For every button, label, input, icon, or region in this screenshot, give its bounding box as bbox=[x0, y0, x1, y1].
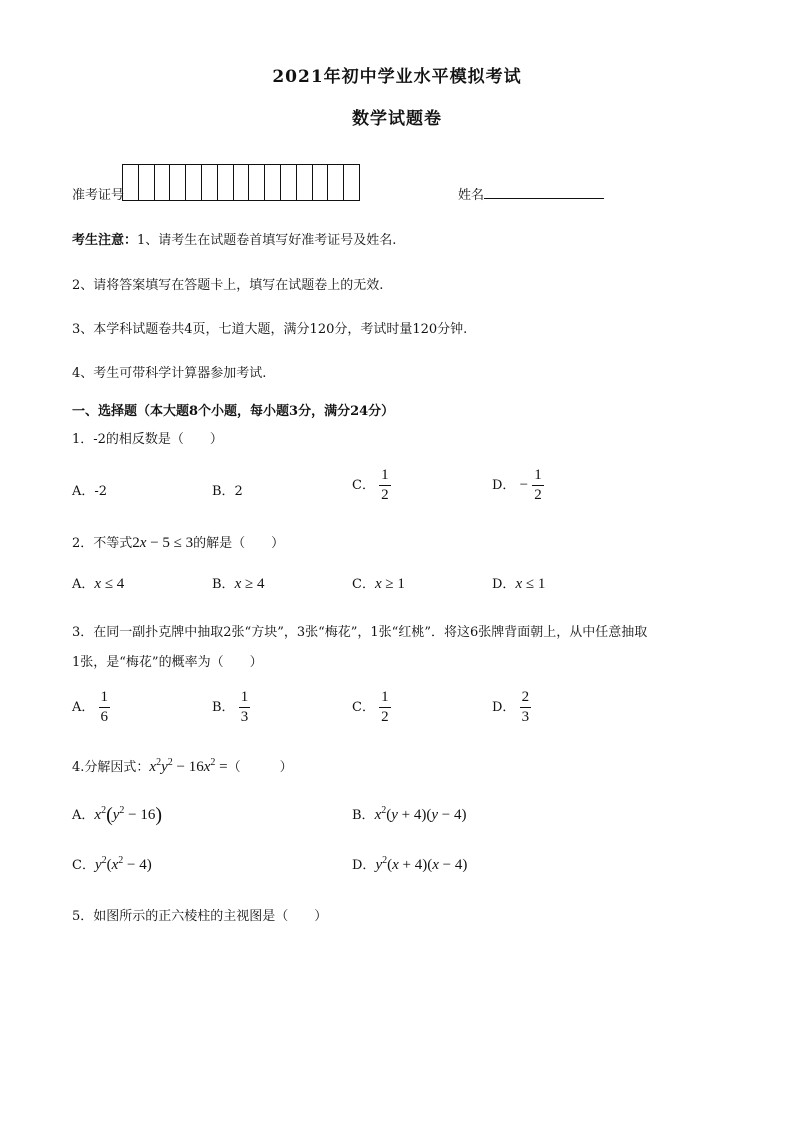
id-cell[interactable] bbox=[170, 164, 186, 201]
q2-option-d[interactable]: D．x ≤ 1 bbox=[492, 576, 546, 592]
id-cell[interactable] bbox=[234, 164, 250, 201]
id-cell[interactable] bbox=[123, 164, 139, 201]
q1-option-a[interactable]: A．-2 bbox=[72, 484, 108, 499]
section-heading: 一、选择题（本大题8个小题，每小题3分，满分24分） bbox=[72, 404, 395, 419]
inequality-expr: 2x − 5 ≤ 3 bbox=[132, 535, 194, 551]
factor-expr: $x^2y^2 - 16x^2$ = bbox=[149, 757, 228, 775]
q3-option-b[interactable]: B． $\frac{1}{3}$ bbox=[212, 689, 249, 725]
q1-option-d[interactable]: D． − $\frac{1}{2}$ bbox=[492, 467, 542, 503]
note-2: 2、请将答案填写在答题卡上，填写在试题卷上的无效. bbox=[72, 278, 384, 293]
exam-title: 2021年初中学业水平模拟考试 bbox=[272, 67, 522, 87]
id-cell[interactable] bbox=[313, 164, 329, 201]
id-cell[interactable] bbox=[281, 164, 297, 201]
question-3-line2: 1张，是“梅花”的概率为（ ） bbox=[72, 655, 263, 670]
candidate-name-label: 姓名 bbox=[458, 188, 485, 203]
id-cell[interactable] bbox=[297, 164, 313, 201]
q1-option-b[interactable]: B．2 bbox=[212, 484, 243, 499]
question-2-stem: 2．不等式2x − 5 ≤ 3的解是（ ） bbox=[72, 535, 285, 551]
candidate-name-row bbox=[458, 184, 604, 203]
notes-label: 考生注意： bbox=[72, 233, 138, 248]
id-cell[interactable] bbox=[249, 164, 265, 201]
q4-option-c[interactable]: C．$y^2(x^2 - 4)$ bbox=[72, 855, 152, 873]
note-3: 3、本学科试题卷共4页，七道大题，满分120分，考试时量120分钟. bbox=[72, 322, 468, 337]
id-cell[interactable] bbox=[344, 164, 360, 201]
q2-option-b[interactable]: B．x ≥ 4 bbox=[212, 576, 265, 592]
id-cell[interactable] bbox=[202, 164, 218, 201]
id-cell[interactable] bbox=[155, 164, 171, 201]
q4-option-a[interactable]: A．$x^2(y^2 - 16)$ bbox=[72, 804, 163, 826]
q4-option-b[interactable]: B．$x^2(y + 4)(y - 4)$ bbox=[352, 805, 467, 823]
q1-option-c[interactable]: C． $\frac{1}{2}$ bbox=[352, 467, 389, 503]
exam-subtitle: 数学试题卷 bbox=[352, 109, 442, 129]
candidate-name-blank[interactable] bbox=[484, 186, 604, 199]
q3-option-a[interactable]: A． $\frac{1}{6}$ bbox=[72, 689, 109, 725]
note-1: 考生注意：1、请考生在试题卷首填写好准考证号及姓名. bbox=[72, 233, 397, 248]
fraction-one-half: $\frac{1}{2}$ bbox=[534, 467, 542, 503]
candidate-id-label: 准考证号 bbox=[72, 188, 125, 203]
q2-option-a[interactable]: A．x ≤ 4 bbox=[72, 576, 125, 592]
candidate-id-grid[interactable] bbox=[122, 164, 360, 201]
id-cell[interactable] bbox=[218, 164, 234, 201]
id-cell[interactable] bbox=[139, 164, 155, 201]
q3-option-c[interactable]: C． $\frac{1}{2}$ bbox=[352, 689, 389, 725]
id-cell[interactable] bbox=[265, 164, 281, 201]
question-3-line1: 3．在同一副扑克牌中抽取2张“方块”，3张“梅花”，1张“红桃”．将这6张牌背面朝上，从中任意抽取 bbox=[72, 625, 648, 640]
question-4-stem: 4.分解因式：$x^2y^2 - 16x^2$ =（ ） bbox=[72, 757, 293, 775]
question-5-stem: 5．如图所示的正六棱柱的主视图是（ ） bbox=[72, 909, 328, 924]
id-cell[interactable] bbox=[186, 164, 202, 201]
id-cell[interactable] bbox=[328, 164, 344, 201]
q4-option-d[interactable]: D．$y^2(x + 4)(x - 4)$ bbox=[352, 855, 468, 873]
q2-option-c[interactable]: C．x ≥ 1 bbox=[352, 576, 405, 592]
fraction-one-half: $\frac{1}{2}$ bbox=[381, 467, 389, 503]
q3-option-d[interactable]: D． $\frac{2}{3}$ bbox=[492, 689, 530, 725]
question-1-stem: 1．-2的相反数是（ ） bbox=[72, 432, 223, 447]
note-4: 4、考生可带科学计算器参加考试. bbox=[72, 366, 267, 381]
